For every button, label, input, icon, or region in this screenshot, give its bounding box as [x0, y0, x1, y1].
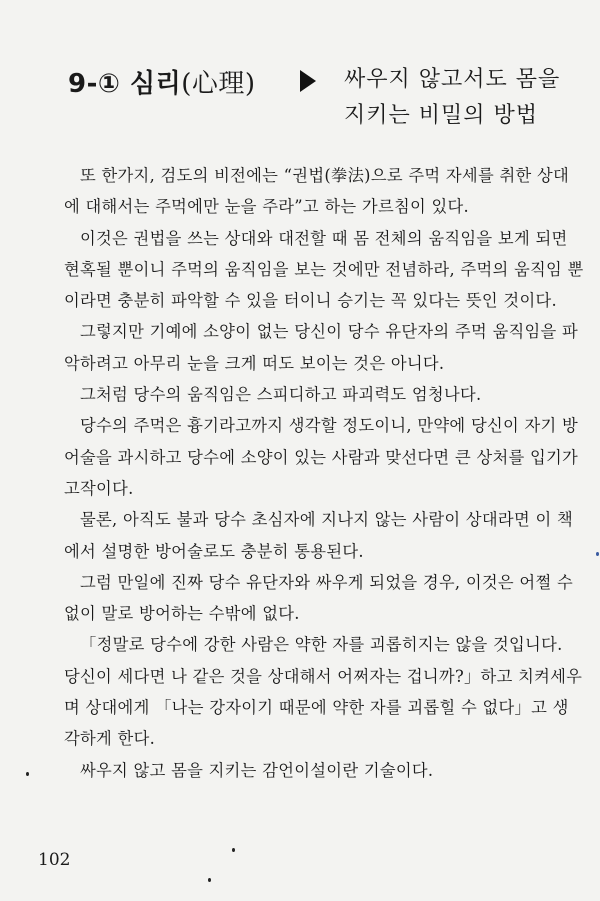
paragraph: 당수의 주먹은 흉기라고까지 생각할 정도이니, 만약에 당신이 자기 방어술을 과시하고 당수에 소양이 있는 사람과 맞선다면 큰 상처를 입기가 고작이다.	[64, 416, 579, 498]
paragraph: 이것은 권법을 쓰는 상대와 대전할 때 몸 전체의 움직임을 보게 되면 현혹될 뿐이니 주먹의 움직임을 보는 것에만 전념하라, 주먹의 움직임 뿐이라면 충분히 파악할 수 있을 터이니 승기는 꼭 있다는 뜻인 것이다.	[64, 228, 584, 311]
chapter-header	[0, 0, 600, 160]
paragraph: 물론, 아직도 불과 당수 초심자에 지나지 않는 사람이 상대라면 이 책에서 설명한 방어술로도 충분히 통용된다.	[64, 510, 573, 561]
paragraph: 「정말로 당수에 강한 사람은 약한 자를 괴롭히지는 않을 것입니다. 당신이 세다면 나 같은 것을 상대해서 어쩌자는 겁니까?」하고 치켜세우며 상대에게 「나는 강자이기 때문에 약한 자를 괴롭힐 수 없다」고 생각하게 한다.	[64, 635, 583, 749]
chapter-number: 9-①	[68, 69, 121, 99]
subtitle-line-2: 지키는 비밀의 방법	[344, 103, 539, 128]
chapter-title: 심리	[129, 69, 182, 99]
paragraph: 그렇지만 기예에 소양이 없는 당신이 당수 유단자의 주먹 움직임을 파악하려고 아무리 눈을 크게 떠도 보이는 것은 아니다.	[64, 322, 579, 373]
chapter-heading	[68, 63, 256, 100]
scan-speck	[232, 848, 235, 852]
paragraph: 그럼 만일에 진짜 당수 유단자와 싸우게 되었을 경우, 이것은 어쩔 수 없이 말로 방어하는 수밖에 없다.	[64, 572, 573, 624]
paragraph: 싸우지 않고 몸을 지키는 감언이설이란 기술이다.	[80, 760, 434, 780]
scan-speck	[208, 878, 211, 882]
page-number: 102	[38, 850, 71, 870]
scan-speck	[26, 772, 29, 776]
body-text	[64, 160, 584, 786]
triangle-arrow-icon	[300, 70, 316, 92]
chapter-subtitle	[344, 62, 560, 134]
chapter-hanja: (心理)	[181, 69, 256, 99]
subtitle-line-1: 싸우지 않고서도 몸을	[344, 67, 561, 92]
paragraph: 또 한가지, 검도의 비전에는 “권법(拳法)으로 주먹 자세를 취한 상대에 대해서는 주먹에만 눈을 주라”고 하는 가르침이 있다.	[64, 166, 570, 217]
paragraph: 그처럼 당수의 움직임은 스피디하고 파괴력도 엄청나다.	[80, 385, 482, 405]
scan-speck	[596, 552, 599, 556]
